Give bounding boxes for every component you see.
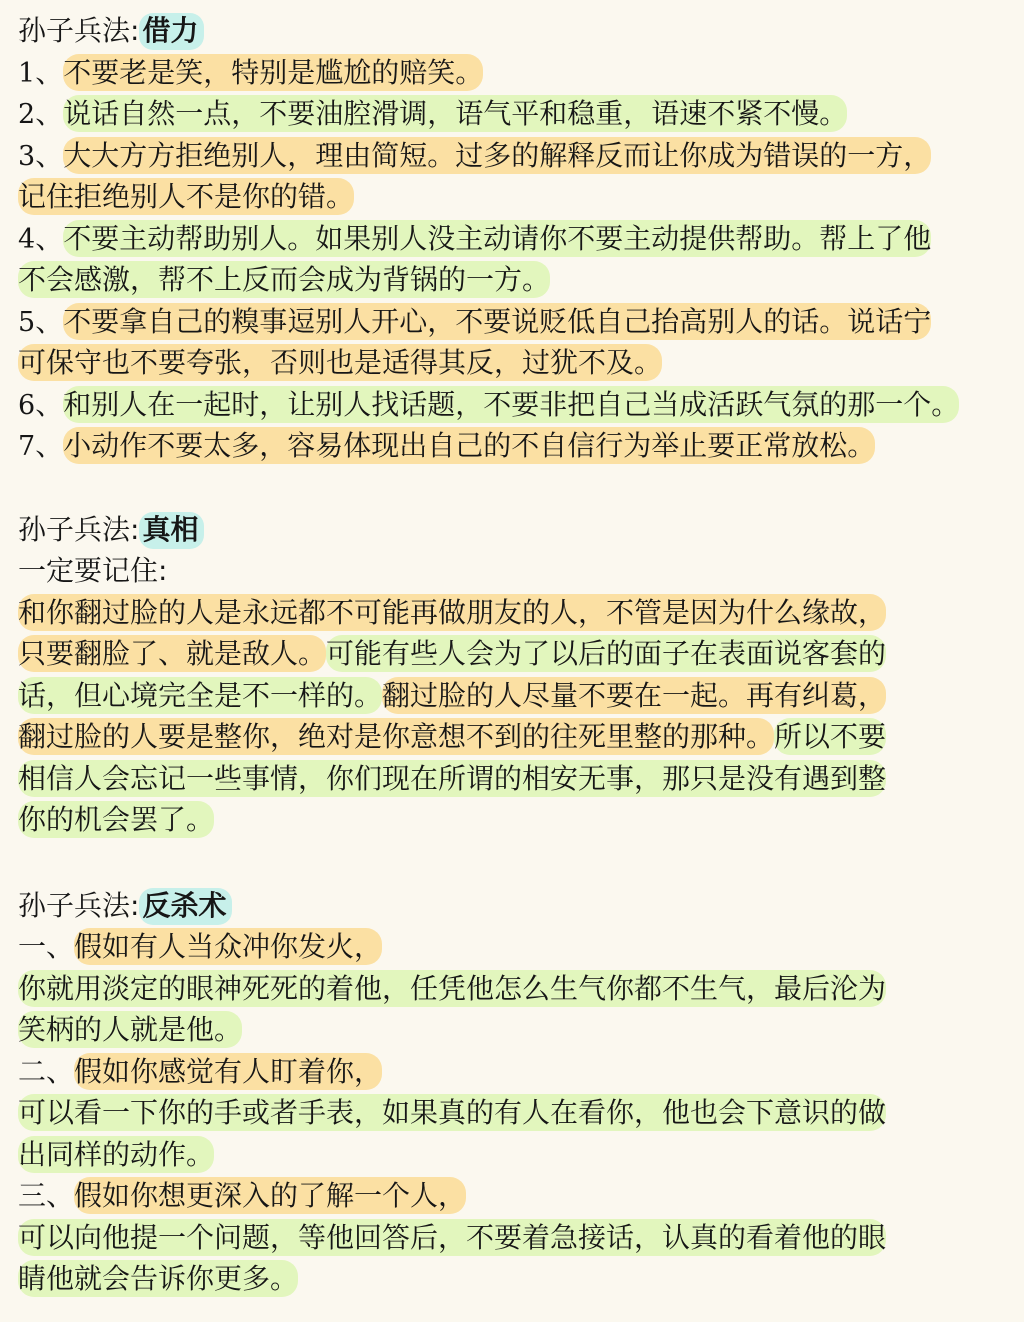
highlighted-text: 可保守也不要夸张，否则也是适得其反，过犹不及。	[18, 346, 663, 379]
text-line	[18, 1217, 1004, 1259]
highlighted-text: 假如你感觉有人盯着你，	[74, 1054, 383, 1088]
highlighted-text: 可以看一下你的手或者手表，如果真的有人在看你，他也会下意识的做	[18, 1096, 887, 1129]
highlighted-text: 假如你想更深入的了解一个人，	[74, 1179, 467, 1212]
item-number: 2	[18, 99, 36, 130]
text-line	[18, 968, 1004, 1010]
text-line	[18, 218, 1004, 260]
section-heading	[18, 509, 1004, 551]
highlighted-text: 说话自然一点，不要油腔滑调，语气平和稳重，语速不紧不慢。	[63, 97, 848, 130]
item-separator: 、	[35, 221, 64, 255]
highlighted-text: 假如有人当众冲你发火，	[74, 930, 383, 963]
highlighted-text: 你就用淡定的眼神死死的着他，任凭他怎么生气你都不生气，最后沦为	[18, 971, 887, 1005]
highlighted-text: 不要老是笑，特别是尴尬的赔笑。	[63, 55, 484, 89]
section-heading-prefix: 孙子兵法:	[18, 512, 140, 546]
highlighted-text: 不会感激，帮不上反而会成为背锅的一方。	[18, 263, 551, 296]
text-line	[18, 52, 1004, 94]
section-heading-keyword: 真相	[139, 512, 204, 549]
item-separator: 、	[35, 138, 64, 172]
text-line	[18, 1258, 1004, 1300]
plain-text: 一定要记住:	[18, 554, 168, 587]
highlighted-text: 可能有些人会为了以后的面子在表面说客套的	[326, 637, 887, 670]
text-line	[18, 259, 1004, 301]
highlighted-text: 翻过脸的人尽量不要在一起。再有纠葛，	[382, 678, 887, 712]
text-line	[18, 1009, 1004, 1051]
highlighted-text: 出同样的动作。	[18, 1137, 215, 1171]
text-line	[18, 1175, 1004, 1217]
item-number: 5	[18, 306, 36, 338]
text-line	[18, 384, 1004, 426]
text-line	[18, 1051, 1004, 1093]
text-line	[18, 675, 1004, 717]
section-heading-prefix: 孙子兵法:	[18, 888, 140, 922]
plain-text: 三、	[18, 1179, 75, 1212]
text-line	[18, 926, 1004, 968]
highlighted-text: 只要翻脸了、就是敌人。	[18, 637, 327, 670]
text-line	[18, 93, 1004, 135]
item-separator: 、	[35, 304, 64, 338]
text-line	[18, 1092, 1004, 1134]
highlighted-text: 不要主动帮助别人。如果别人没主动请你不要主动提供帮助。帮上了他	[63, 221, 932, 255]
item-number: 7	[18, 431, 36, 462]
highlighted-text: 不要拿自己的糗事逗别人开心，不要说贬低自己抬高别人的话。说话宁	[63, 304, 932, 338]
highlighted-text: 睛他就会告诉你更多。	[18, 1262, 299, 1295]
text-line	[18, 633, 1004, 675]
text-line	[18, 758, 1004, 800]
highlighted-text: 大大方方拒绝别人，理由简短。过多的解释反而让你成为错误的一方，	[63, 138, 932, 172]
section-heading	[18, 10, 1004, 52]
highlighted-text: 你的机会罢了。	[18, 803, 215, 836]
text-line	[18, 1134, 1004, 1176]
section-heading-keyword: 借力	[139, 13, 204, 50]
item-separator: 、	[35, 97, 64, 130]
highlighted-text: 翻过脸的人要是整你，绝对是你意想不到的往死里整的那种。	[18, 720, 775, 753]
section-heading-prefix: 孙子兵法:	[18, 14, 140, 47]
plain-text: 二、	[18, 1054, 75, 1088]
text-line	[18, 716, 1004, 758]
highlighted-text: 记住拒绝别人不是你的错。	[18, 180, 355, 213]
item-number: 1	[18, 57, 36, 89]
text-line	[18, 135, 1004, 177]
text-line	[18, 176, 1004, 218]
section-heading	[18, 885, 1004, 927]
highlighted-text: 小动作不要太多，容易体现出自己的不自信行为举止要正常放松。	[63, 429, 876, 462]
item-separator: 、	[35, 55, 64, 89]
item-separator: 、	[35, 387, 64, 421]
highlighted-text: 笑柄的人就是他。	[18, 1013, 243, 1046]
plain-text: 一、	[18, 930, 75, 963]
item-number: 3	[18, 140, 36, 172]
section-heading-keyword: 反杀术	[139, 888, 232, 925]
item-separator: 、	[35, 429, 64, 462]
text-line	[18, 592, 1004, 634]
item-number: 4	[18, 223, 36, 255]
highlighted-text: 和你翻过脸的人是永远都不可能再做朋友的人，不管是因为什么缘故，	[18, 595, 887, 629]
text-line	[18, 301, 1004, 343]
highlighted-text: 可以向他提一个问题，等他回答后，不要着急接话，认真的看着他的眼	[18, 1220, 887, 1254]
highlighted-text: 话，但心境完全是不一样的。	[18, 678, 383, 712]
highlighted-text: 所以不要	[774, 720, 887, 753]
text-line	[18, 342, 1004, 384]
text-line	[18, 550, 1004, 592]
highlighted-text: 和别人在一起时，让别人找话题，不要非把自己当成活跃气氛的那一个。	[63, 387, 960, 421]
highlighted-text: 相信人会忘记一些事情，你们现在所谓的相安无事，那只是没有遇到整	[18, 761, 887, 795]
text-line	[18, 799, 1004, 841]
text-line	[18, 425, 1004, 467]
item-number: 6	[18, 389, 36, 421]
